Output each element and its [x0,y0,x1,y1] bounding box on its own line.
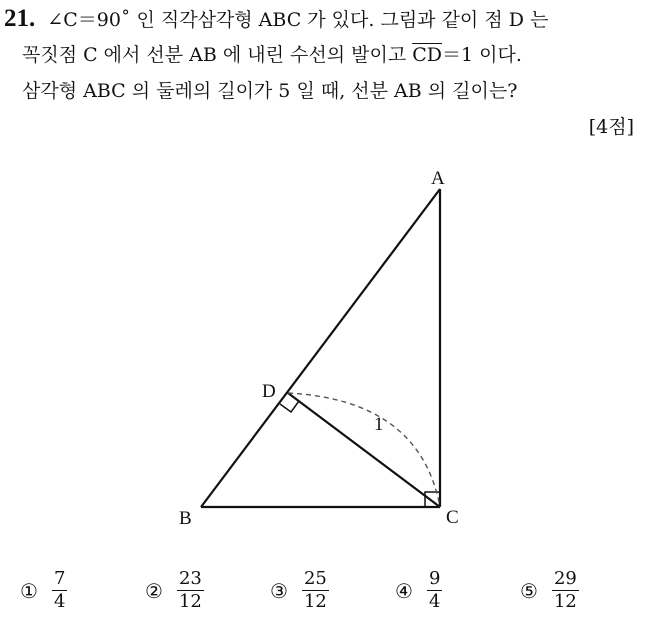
segment-cd-overline: $\overline{CD}$ [412,44,443,66]
choice-2-mark: ② [145,578,163,603]
choice-3-fraction [302,568,329,613]
choice-4[interactable] [395,568,442,613]
choice-3[interactable] [270,568,329,613]
choice-5-mark: ⑤ [520,578,538,603]
right-angle-mark-d [280,401,299,412]
choice-2-denominator: 12 [178,591,202,612]
choice-4-numerator: 9 [428,568,441,589]
choice-5-fraction [552,568,579,613]
choice-1-numerator: 7 [53,568,66,589]
problem-line-2-end: ＝1 이다. [442,44,522,66]
choice-1-denominator: 4 [53,591,66,612]
choice-3-mark: ③ [270,578,288,603]
choice-3-numerator: 25 [303,568,327,589]
choice-2-numerator: 23 [178,568,202,589]
problem-line-3: 삼각형 ABC 의 둘레의 길이가 5 일 때, 선분 AB 의 길이는? [22,80,518,102]
answer-choices [0,568,646,625]
points-label: [4점] [588,116,634,138]
problem-line-2-start: 꼭짓점 C 에서 선분 AB 에 내린 수선의 발이고 [22,44,413,66]
choice-1[interactable] [20,568,67,613]
choice-2[interactable] [145,568,204,613]
label-d: D [262,381,276,402]
choice-5-numerator: 29 [553,568,577,589]
question-number: 21. [4,5,36,32]
label-a: A [431,168,445,189]
choice-3-denominator: 12 [303,591,327,612]
choice-4-fraction [427,568,442,613]
label-b: B [179,508,192,529]
label-cd-length: 1 [374,414,384,435]
choice-4-denominator: 4 [428,591,441,612]
choice-5-denominator: 12 [553,591,577,612]
choice-2-fraction [177,568,204,613]
choice-1-mark: ① [20,578,38,603]
choice-1-fraction [52,568,67,613]
choice-4-mark: ④ [395,578,413,603]
choice-5[interactable] [520,568,579,613]
label-c: C [446,507,459,528]
segment-ab [201,189,440,507]
problem-line-1-text: ∠C＝90˚ 인 직각삼각형 ABC 가 있다. 그림과 같이 점 D 는 [47,9,549,31]
